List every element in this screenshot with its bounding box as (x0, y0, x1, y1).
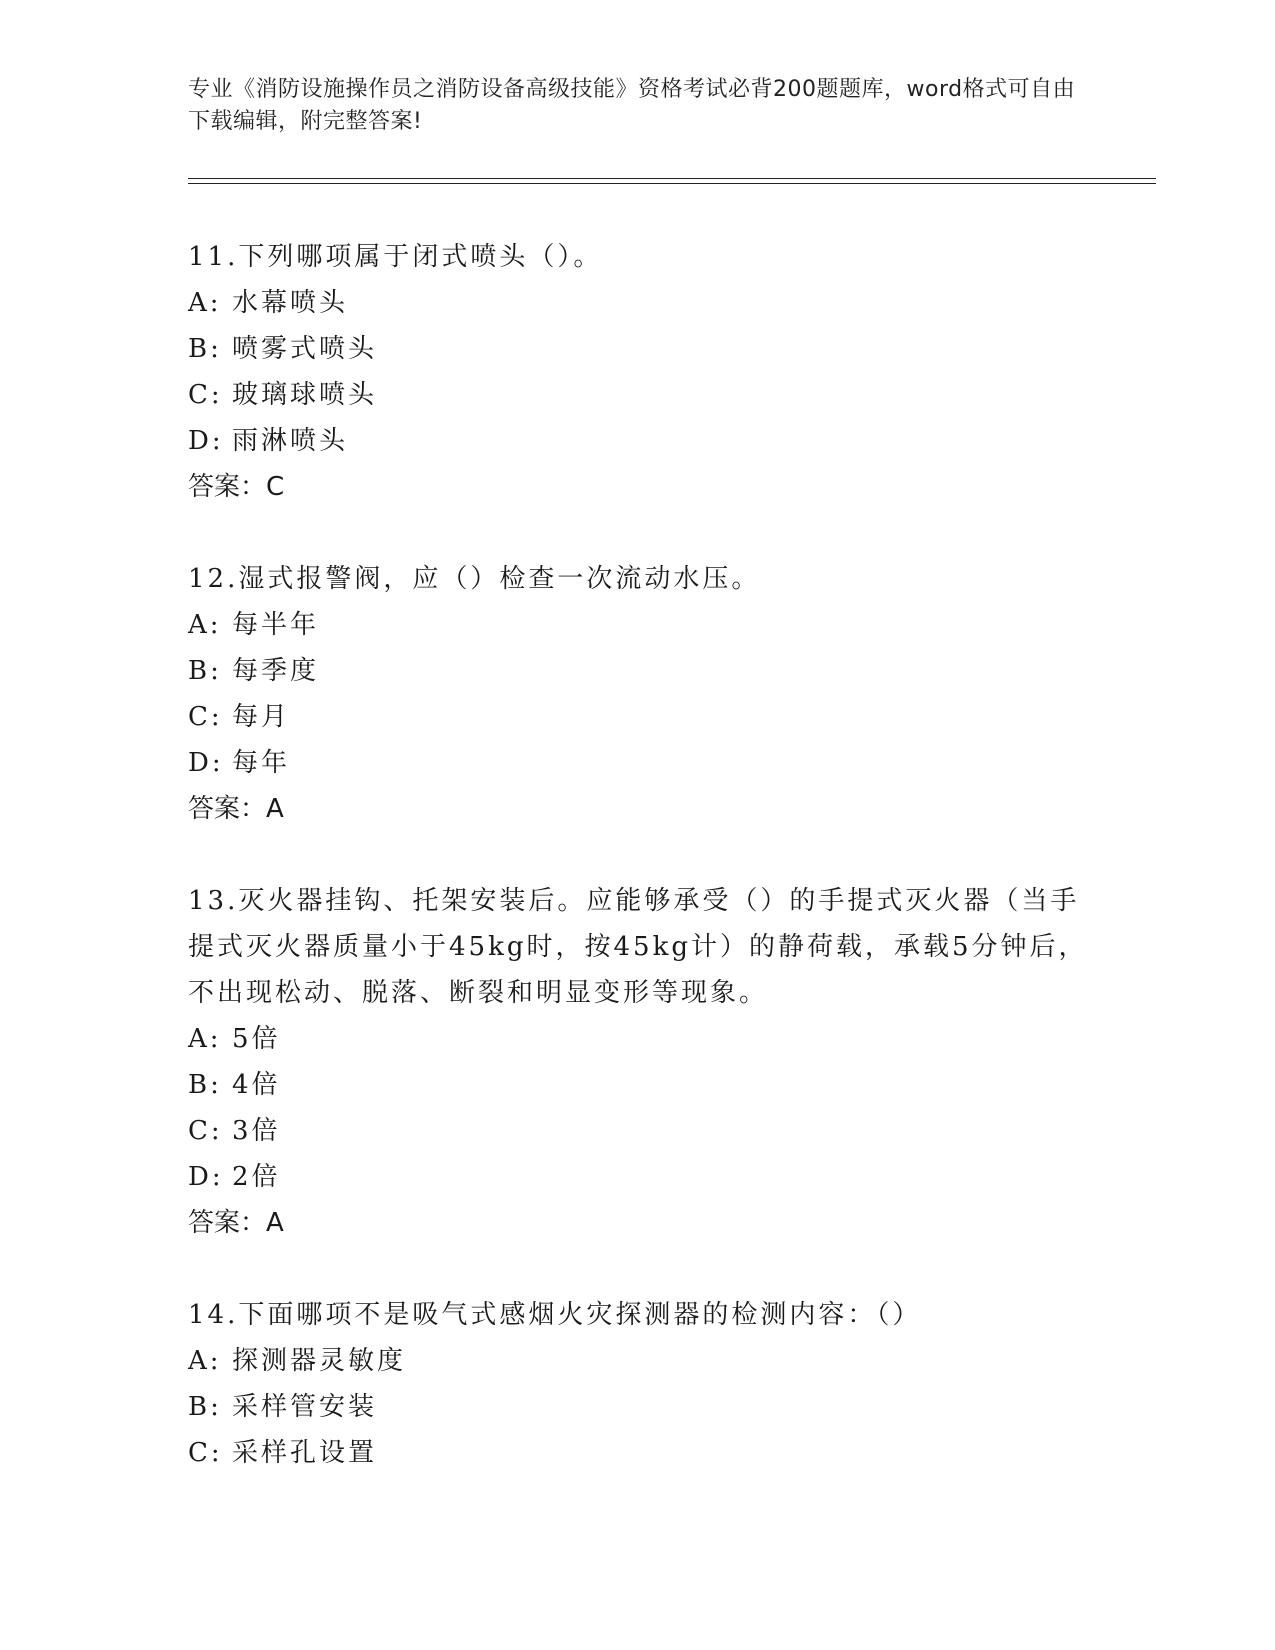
option-key: A: (188, 1346, 222, 1376)
question-14 (188, 1292, 1088, 1476)
option-text: 每年 (232, 748, 291, 778)
option-text: 玻璃球喷头 (232, 380, 378, 410)
option-text: 探测器灵敏度 (232, 1346, 407, 1376)
option-text: 雨淋喷头 (232, 426, 349, 456)
answer-line: 答案：A (188, 1208, 284, 1238)
option-text: 采样管安装 (232, 1392, 378, 1422)
option-key: B: (188, 1392, 222, 1422)
option-key: A: (188, 1024, 222, 1054)
option-text: 水幕喷头 (232, 288, 349, 318)
option-b (188, 1062, 1088, 1108)
option-b (188, 1384, 1088, 1430)
option-a (188, 1016, 1088, 1062)
question-13 (188, 878, 1088, 1246)
option-key: A: (188, 610, 222, 640)
option-text: 4倍 (232, 1070, 281, 1100)
answer-line: 答案：C (188, 472, 285, 502)
option-text: 每月 (232, 702, 291, 732)
option-a (188, 1338, 1088, 1384)
option-key: C: (188, 702, 223, 732)
option-b (188, 326, 1088, 372)
option-text: 采样孔设置 (232, 1438, 378, 1468)
option-key: C: (188, 1116, 223, 1146)
question-stem: 13.灭火器挂钩、托架安装后。应能够承受（）的手提式灭火器（当手提式灭火器质量小于45kg时，按45kg计）的静荷载，承载5分钟后，不出现松动、脱落、断裂和明显变形等现象。 (188, 886, 1088, 1008)
option-d (188, 1154, 1088, 1200)
option-key: B: (188, 334, 222, 364)
question-stem: 14.下面哪项不是吸气式感烟火灾探测器的检测内容：（） (188, 1300, 922, 1330)
question-11 (188, 234, 1088, 510)
option-c (188, 372, 1088, 418)
option-c (188, 1108, 1088, 1154)
option-key: B: (188, 656, 222, 686)
option-text: 喷雾式喷头 (232, 334, 378, 364)
option-c (188, 1430, 1088, 1476)
header-rule-top (188, 178, 1156, 179)
option-d (188, 418, 1088, 464)
option-key: B: (188, 1070, 222, 1100)
option-key: A: (188, 288, 222, 318)
answer-line: 答案：A (188, 794, 284, 824)
option-c (188, 694, 1088, 740)
option-key: D: (188, 426, 224, 456)
document-header-intro: 专业《消防设施操作员之消防设备高级技能》资格考试必背200题题库，word格式可自由下载编辑，附完整答案! (188, 77, 1076, 134)
option-a (188, 280, 1088, 326)
header-rule-bottom (188, 183, 1156, 184)
option-text: 每季度 (232, 656, 320, 686)
option-text: 2倍 (232, 1162, 281, 1192)
option-key: C: (188, 1438, 223, 1468)
option-key: D: (188, 1162, 224, 1192)
question-12 (188, 556, 1088, 832)
option-key: C: (188, 380, 223, 410)
option-a (188, 602, 1088, 648)
question-stem: 11.下列哪项属于闭式喷头（）。 (188, 242, 603, 272)
option-text: 3倍 (232, 1116, 281, 1146)
option-text: 5倍 (232, 1024, 281, 1054)
question-stem: 12.湿式报警阀，应（）检查一次流动水压。 (188, 564, 761, 594)
option-b (188, 648, 1088, 694)
option-d (188, 740, 1088, 786)
question-list (188, 234, 1088, 1522)
option-key: D: (188, 748, 224, 778)
option-text: 每半年 (232, 610, 320, 640)
